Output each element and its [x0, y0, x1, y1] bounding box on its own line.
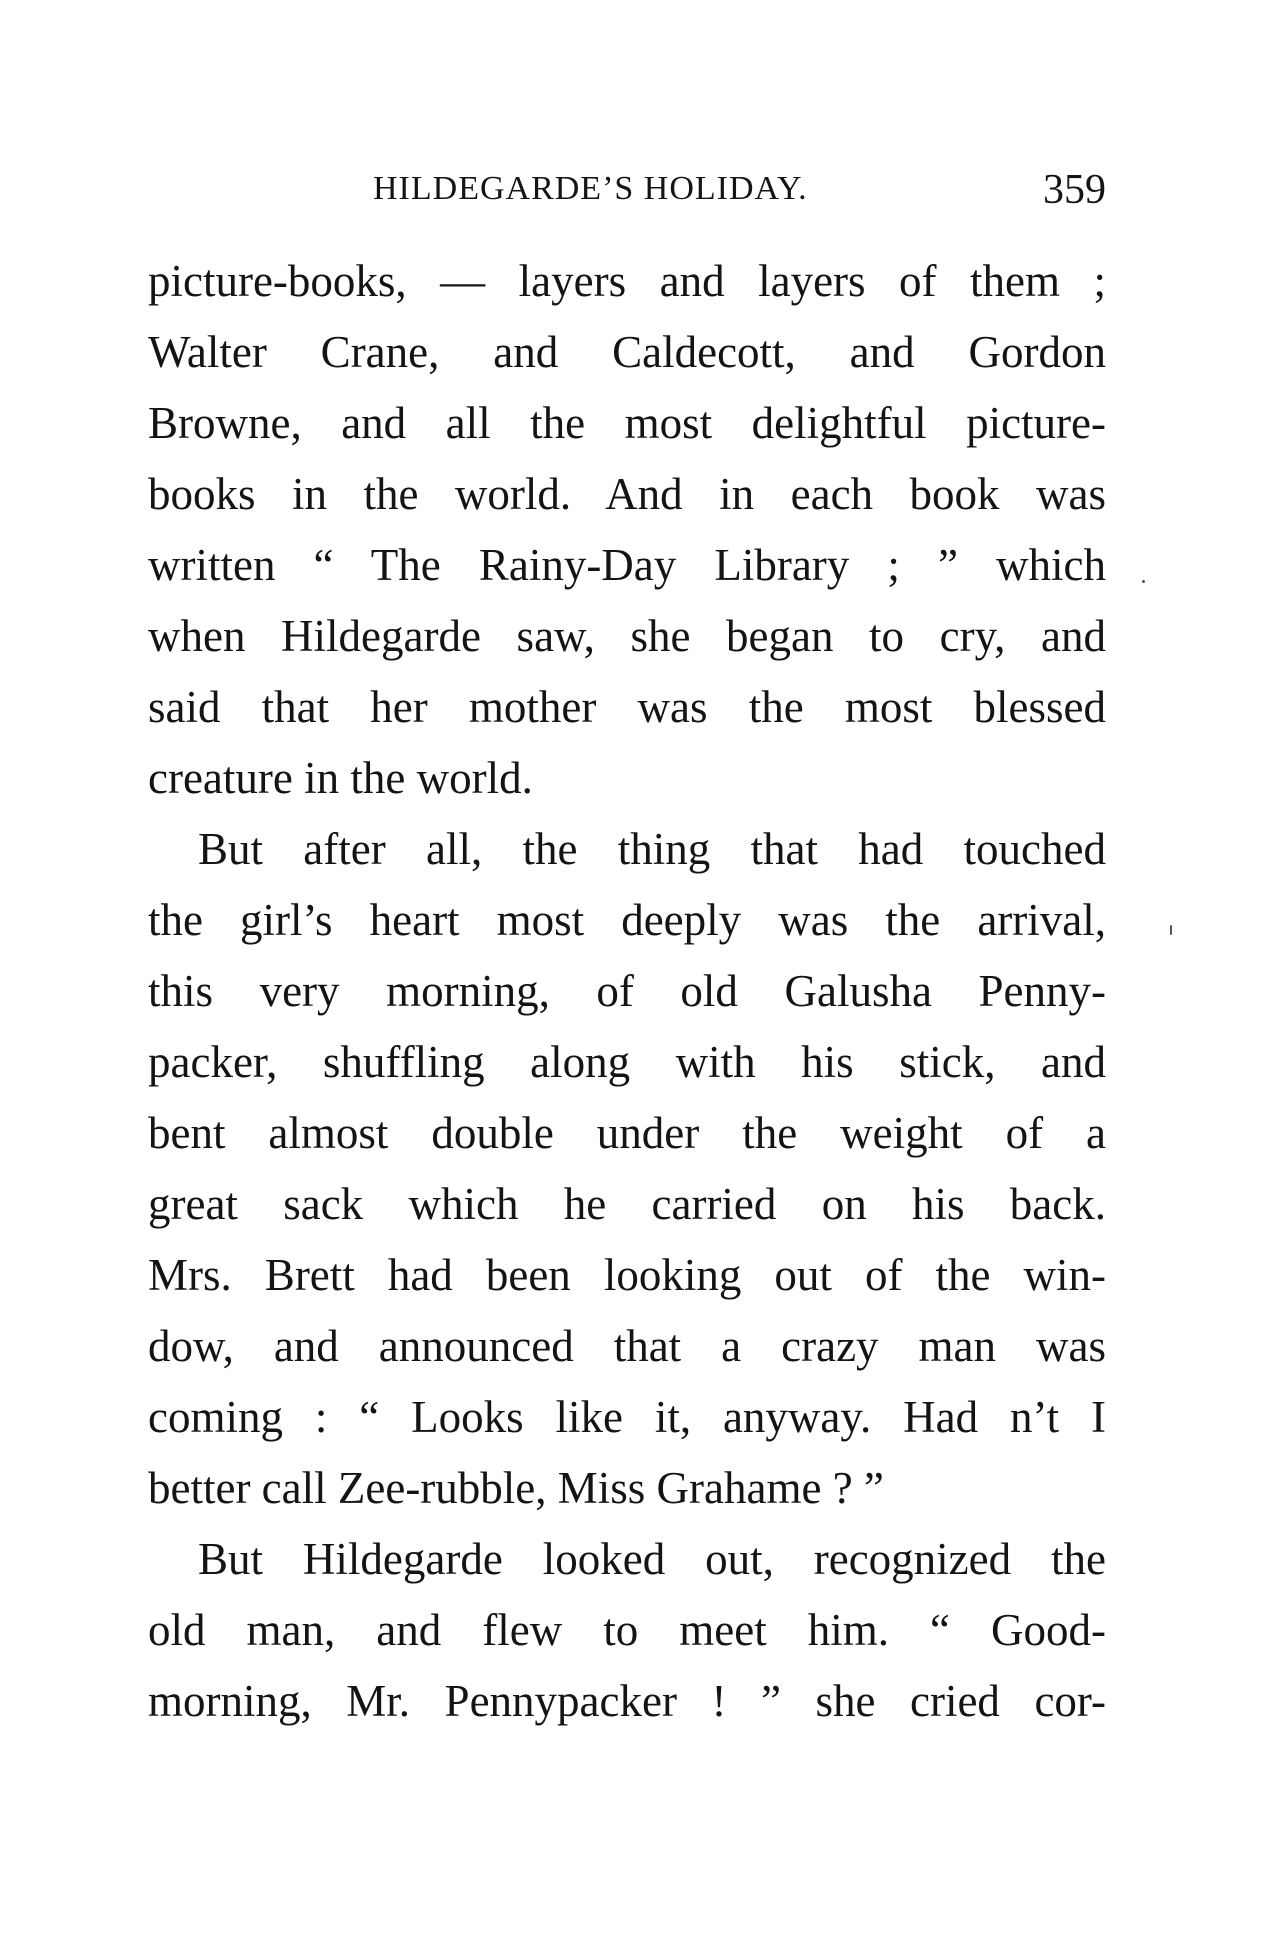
paragraph-start-line: But after all, the thing that had touched — [198, 824, 1106, 874]
page-header — [148, 167, 1106, 220]
scan-speck — [1170, 925, 1172, 935]
scan-speck — [1142, 580, 1145, 583]
text-line: dow, and announced that a crazy man was — [148, 1321, 1106, 1371]
text-line: Browne, and all the most delightful picture- — [148, 398, 1106, 448]
paragraph-start-line: But Hildegarde looked out, recognized the — [198, 1534, 1106, 1584]
body-text — [148, 246, 1106, 1737]
text-line: Walter Crane, and Caldecott, and Gordon — [148, 327, 1106, 377]
text-line: the girl’s heart most deeply was the arrival, — [148, 895, 1106, 945]
text-line: books in the world. And in each book was — [148, 469, 1106, 519]
running-title: HILDEGARDE’S HOLIDAY. — [373, 170, 808, 207]
text-line: written “ The Rainy-Day Library ; ” which — [148, 540, 1106, 590]
page-number: 359 — [1043, 167, 1106, 213]
text-line: better call Zee-rubble, Miss Grahame ? ” — [148, 1463, 884, 1513]
text-line: old man, and flew to meet him. “ Good- — [148, 1605, 1106, 1655]
text-line: picture-books, — layers and layers of them ; — [148, 256, 1106, 306]
text-line: Mrs. Brett had been looking out of the win- — [148, 1250, 1106, 1300]
text-line: when Hildegarde saw, she began to cry, and — [148, 611, 1106, 661]
text-line: said that her mother was the most blessed — [148, 682, 1106, 732]
text-line: creature in the world. — [148, 753, 533, 803]
text-line: bent almost double under the weight of a — [148, 1108, 1106, 1158]
text-line: this very morning, of old Galusha Penny- — [148, 966, 1106, 1016]
text-line: great sack which he carried on his back. — [148, 1179, 1106, 1229]
text-line: coming : “ Looks like it, anyway. Had n’t I — [148, 1392, 1106, 1442]
text-line: morning, Mr. Pennypacker ! ” she cried cor- — [148, 1676, 1106, 1726]
text-line: packer, shuffling along with his stick, and — [148, 1037, 1106, 1087]
